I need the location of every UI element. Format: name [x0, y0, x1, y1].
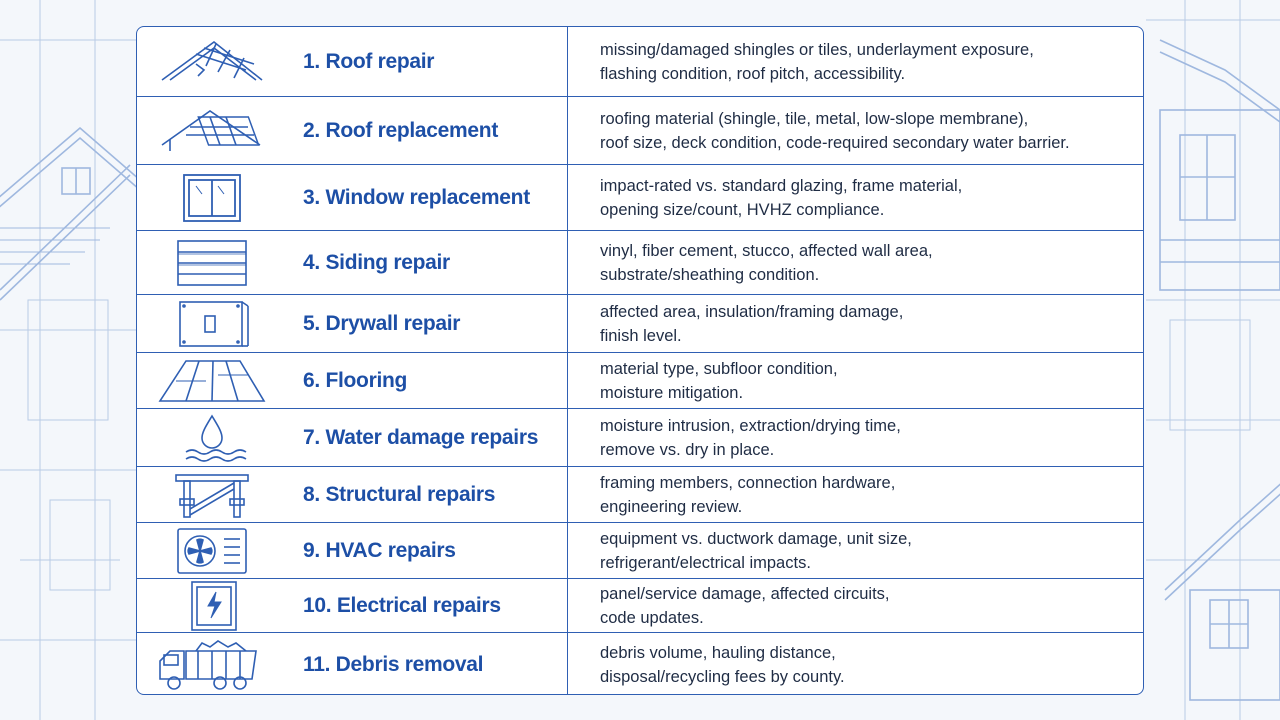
table-row: [137, 579, 1143, 633]
table-row: [137, 165, 1143, 231]
detail-line: moisture intrusion, extraction/drying time,: [600, 416, 901, 435]
detail-line: debris volume, hauling distance,: [600, 643, 836, 662]
service-name: 1. Roof repair: [303, 49, 435, 73]
roof-repair-icon: [156, 36, 268, 88]
detail-line: roof size, deck condition, code-required secondary water barrier.: [600, 133, 1070, 152]
service-name: 8. Structural repairs: [303, 482, 496, 506]
service-name: 7. Water damage repairs: [303, 425, 539, 449]
service-name: 6. Flooring: [303, 368, 408, 392]
table-row: [137, 353, 1143, 409]
service-name: 2. Roof replacement: [303, 118, 499, 142]
detail-line: code updates.: [600, 608, 704, 627]
table-row: [137, 27, 1143, 97]
detail-line: framing members, connection hardware,: [600, 473, 896, 492]
table-row: [137, 97, 1143, 165]
detail-line: vinyl, fiber cement, stucco, affected wall area,: [600, 241, 933, 260]
hvac-unit-icon: [156, 525, 268, 577]
table-row: [137, 467, 1143, 523]
detail-line: disposal/recycling fees by county.: [600, 667, 845, 686]
structural-frame-icon: [156, 469, 268, 521]
detail-line: roofing material (shingle, tile, metal, low-slope membrane),: [600, 109, 1029, 128]
service-name: 11. Debris removal: [303, 652, 484, 676]
dump-truck-icon: [156, 639, 268, 691]
water-drop-icon: [156, 412, 268, 464]
flooring-icon: [156, 355, 268, 407]
detail-line: missing/damaged shingles or tiles, underlayment exposure,: [600, 40, 1034, 59]
service-name: 9. HVAC repairs: [303, 538, 456, 562]
detail-line: substrate/sheathing condition.: [600, 265, 820, 284]
table-row: [137, 633, 1143, 695]
detail-line: panel/service damage, affected circuits,: [600, 584, 890, 603]
detail-line: affected area, insulation/framing damage,: [600, 302, 904, 321]
drywall-icon: [156, 298, 268, 350]
service-name: 4. Siding repair: [303, 250, 450, 274]
roof-replacement-icon: [156, 105, 268, 157]
detail-line: material type, subfloor condition,: [600, 359, 838, 378]
service-name: 10. Electrical repairs: [303, 593, 501, 617]
detail-line: refrigerant/electrical impacts.: [600, 553, 811, 572]
detail-line: flashing condition, roof pitch, accessibility.: [600, 64, 906, 83]
detail-line: remove vs. dry in place.: [600, 440, 775, 459]
window-icon: [156, 172, 268, 224]
detail-line: opening size/count, HVHZ compliance.: [600, 200, 885, 219]
table-row: [137, 295, 1143, 353]
detail-line: equipment vs. ductwork damage, unit size,: [600, 529, 912, 548]
table-row: [137, 231, 1143, 295]
table-row: [137, 409, 1143, 467]
service-name: 3. Window replacement: [303, 185, 530, 209]
detail-line: impact-rated vs. standard glazing, frame material,: [600, 176, 963, 195]
service-name: 5. Drywall repair: [303, 311, 461, 335]
services-table: [136, 26, 1144, 695]
electrical-panel-icon: [156, 580, 268, 632]
detail-line: engineering review.: [600, 497, 743, 516]
table-row: [137, 523, 1143, 579]
detail-line: finish level.: [600, 326, 682, 345]
siding-icon: [156, 237, 268, 289]
detail-line: moisture mitigation.: [600, 383, 744, 402]
